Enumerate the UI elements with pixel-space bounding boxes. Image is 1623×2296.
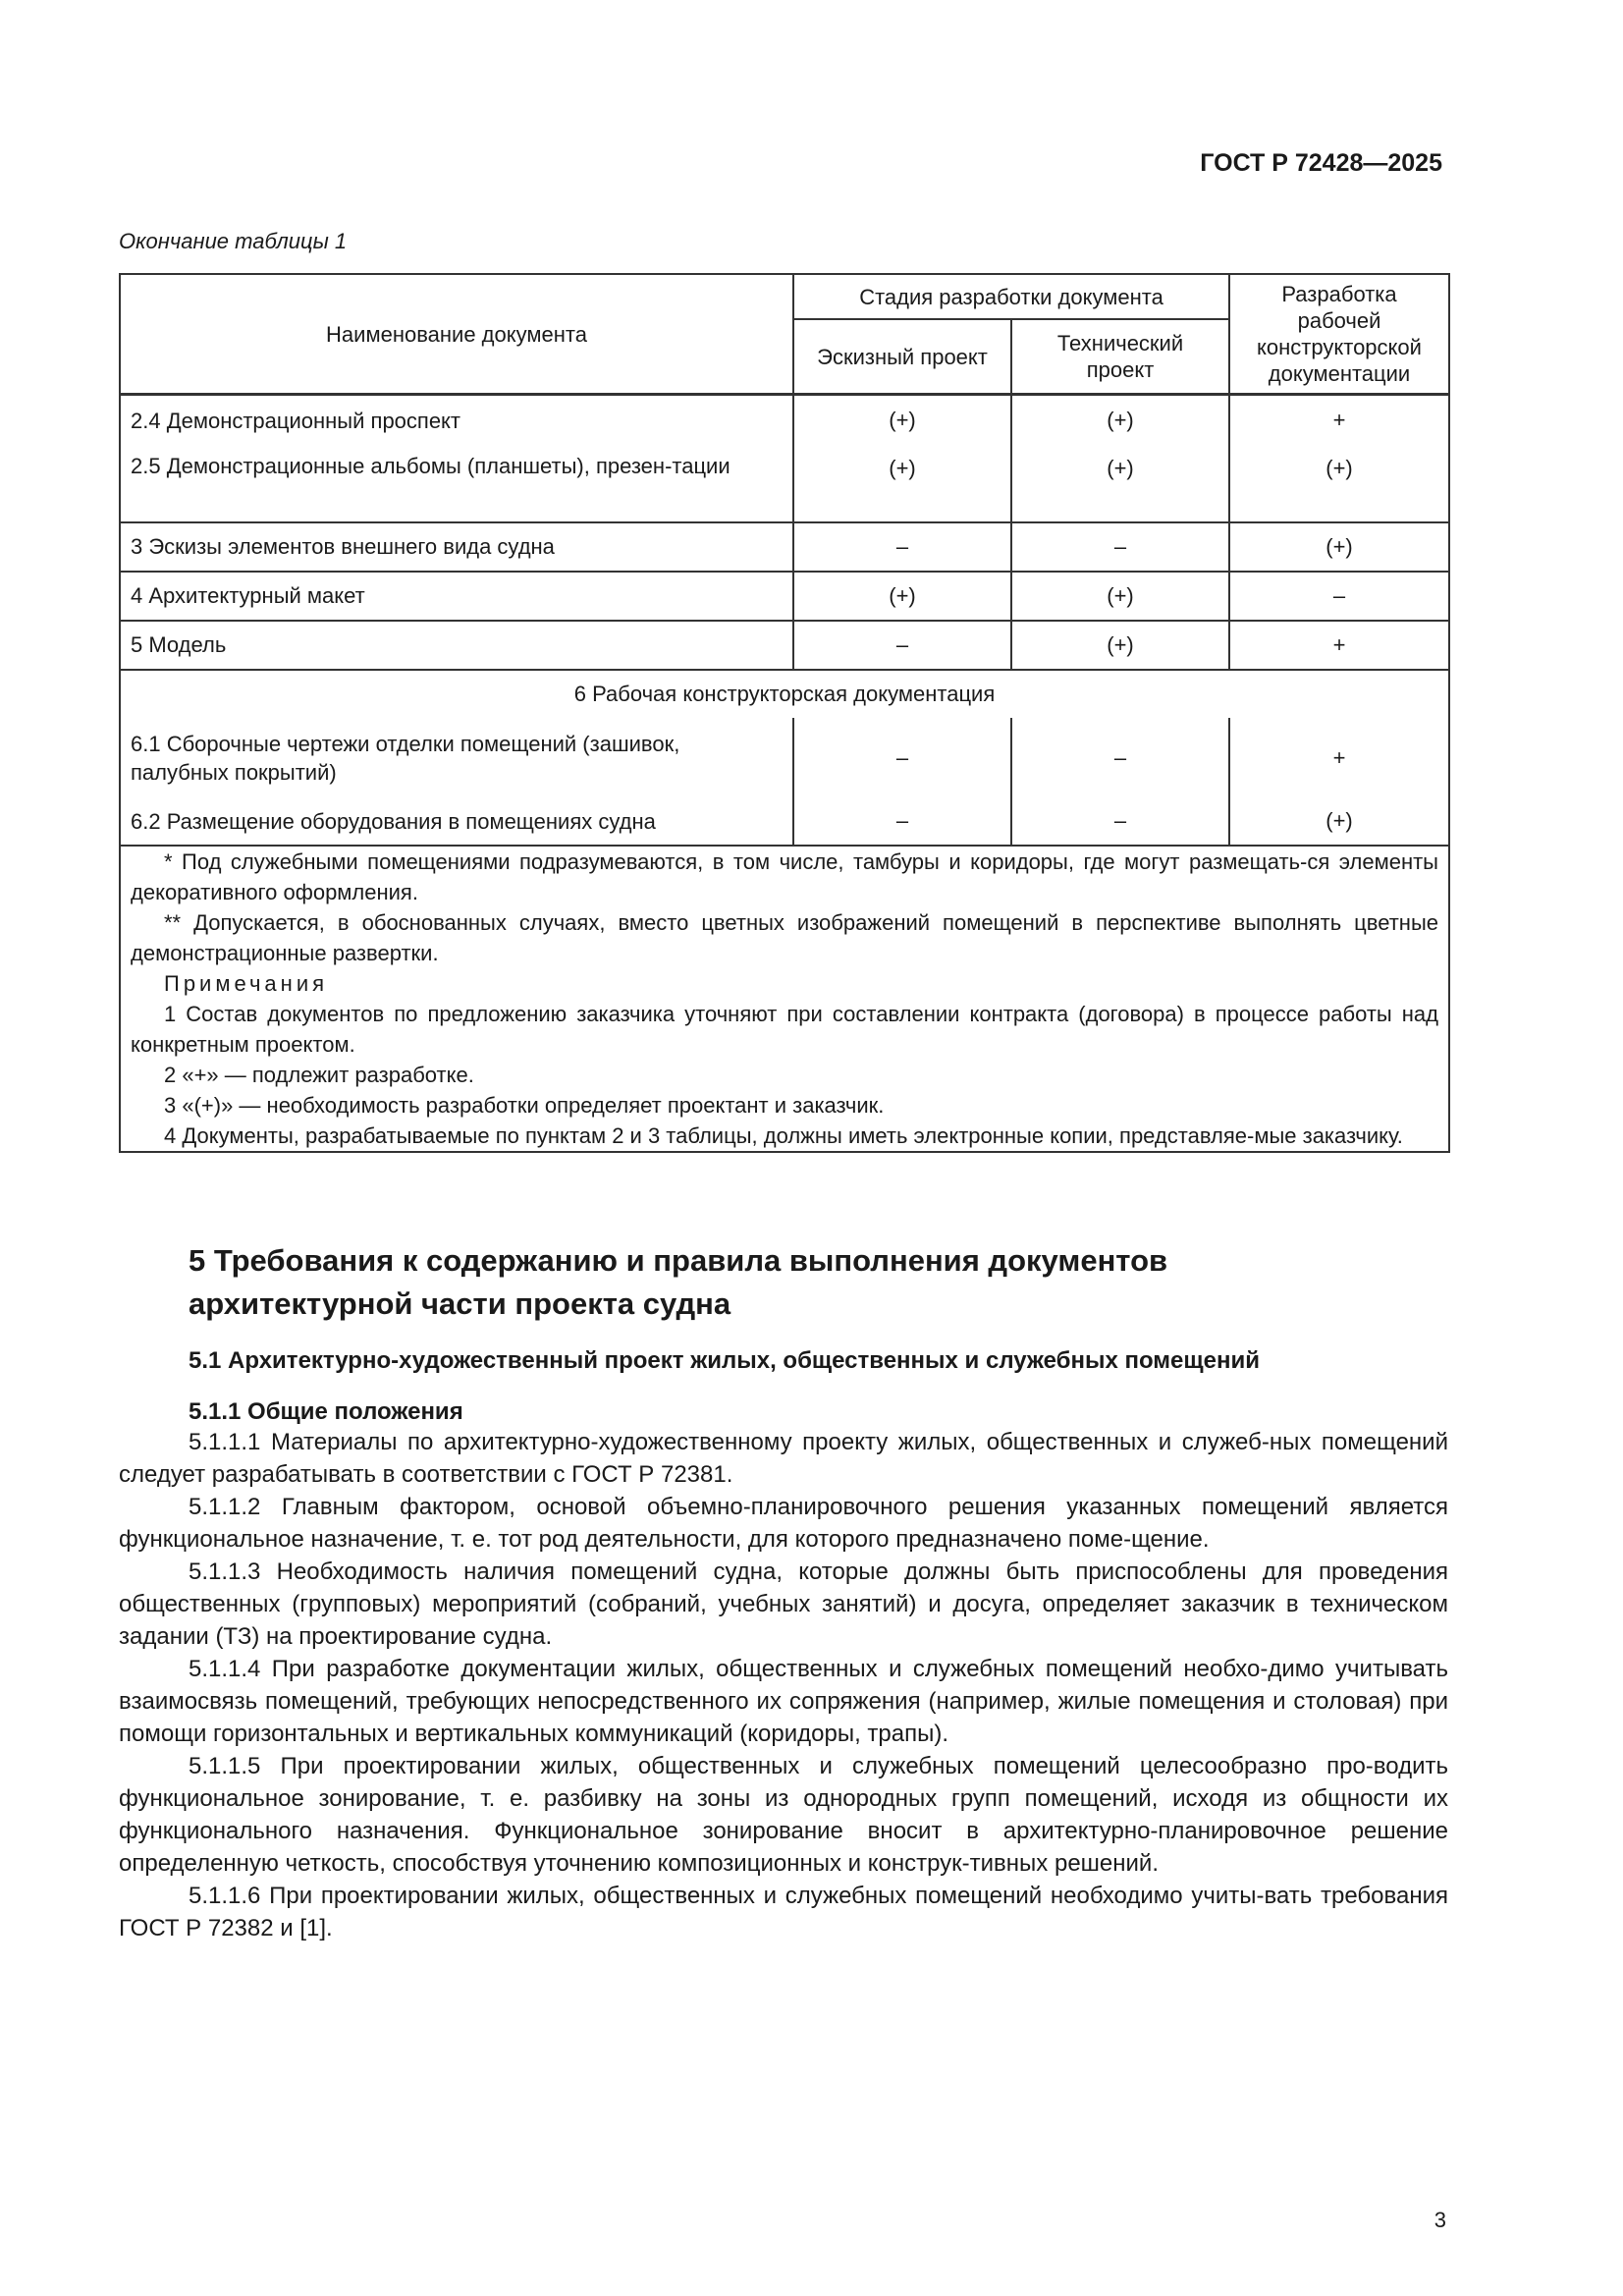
paragraph: 5.1.1.4 При разработке документации жилых, общественных и служебных помещений необхо-димо учитывать взаимосвязь помещений, требующих непосредственного их сопряжения (например, жилые помещения и столовая) при помощи горизонтальных и вертикальных коммуникаций (коридоры, трапы). bbox=[119, 1656, 1448, 1747]
footnote: ** Допускается, в обоснованных случаях, вместо цветных изображений помещений в перспективе выполнять цветные демонстрационные развертки. bbox=[131, 909, 1438, 965]
paragraph: 5.1.1.6 При проектировании жилых, общественных и служебных помещений необходимо учиты-вать требования ГОСТ Р 72382 и [1]. bbox=[119, 1883, 1448, 1941]
table-cell-technical: (+) bbox=[1011, 395, 1229, 446]
paragraph: 5.1.1.5 При проектировании жилых, общественных и служебных помещений целесообразно про-водить функциональное зонирование, т. е. разбивку на зоны из однородных групп помещений, исходя из общности их функционального назначения. Функциональное зонирование вносит в архитектурно-планировочное решение определенную четкость, способствуя уточнению композиционных и конструк-тивных решений. bbox=[119, 1753, 1448, 1877]
page-number: 3 bbox=[1434, 2208, 1446, 2232]
table-cell-sketch: (+) bbox=[793, 572, 1011, 621]
footnote: * Под служебными помещениями подразумеваются, в том числе, тамбуры и коридоры, где могут размещать-ся элементы декоративного оформления. bbox=[131, 848, 1438, 904]
table-row-name: 3 Эскизы элементов внешнего вида судна bbox=[120, 522, 793, 572]
table-cell-technical: – bbox=[1011, 798, 1229, 846]
table-section-heading: 6 Рабочая конструкторская документация bbox=[120, 670, 1449, 718]
table-cell-working: (+) bbox=[1229, 522, 1449, 572]
table-cell-working: + bbox=[1229, 718, 1449, 798]
table-cell-technical: – bbox=[1011, 718, 1229, 798]
header-working-docs: Разработка рабочей конструкторской документации bbox=[1229, 274, 1449, 395]
table-row-name: 5 Модель bbox=[120, 621, 793, 670]
documents-table bbox=[119, 273, 1450, 1153]
header-document-name: Наименование документа bbox=[120, 274, 793, 395]
header-stage: Стадия разработки документа bbox=[793, 274, 1229, 319]
table-cell-sketch: (+) bbox=[793, 395, 1011, 446]
table-cell-technical: – bbox=[1011, 522, 1229, 572]
table-cell-sketch: – bbox=[793, 798, 1011, 846]
header-sketch-project: Эскизный проект bbox=[793, 319, 1011, 395]
table-cell-sketch: (+) bbox=[793, 446, 1011, 522]
standard-code: ГОСТ Р 72428—2025 bbox=[1200, 149, 1442, 177]
body-text bbox=[119, 1426, 1448, 1944]
note-item: 1 Состав документов по предложению заказчика уточняют при составлении контракта (договора) в процессе работы над конкретным проектом. bbox=[131, 1001, 1438, 1057]
table-cell-sketch: – bbox=[793, 718, 1011, 798]
paragraph: 5.1.1.2 Главным фактором, основой объемно-планировочного решения указанных помещений является функциональное назначение, т. е. тот род деятельности, для которого предназначено поме-щение. bbox=[119, 1494, 1448, 1553]
chapter-title-line: архитектурной части проекта судна bbox=[189, 1286, 731, 1321]
table-cell-working: + bbox=[1229, 395, 1449, 446]
header-technical-project: Технический проект bbox=[1011, 319, 1229, 395]
paragraph: 5.1.1.1 Материалы по архитектурно-художественному проекту жилых, общественных и служеб-ных помещений следует разрабатывать в соответствии с ГОСТ Р 72381. bbox=[119, 1429, 1448, 1488]
table-row-name: 6.2 Размещение оборудования в помещениях судна bbox=[120, 798, 793, 846]
table-row-name: 6.1 Сборочные чертежи отделки помещений (зашивок, палубных покрытий) bbox=[120, 718, 793, 798]
note-item: 4 Документы, разрабатываемые по пунктам 2 и 3 таблицы, должны иметь электронные копии, представляе-мые заказчику. bbox=[164, 1122, 1403, 1148]
paragraph: 5.1.1.3 Необходимость наличия помещений судна, которые должны быть приспособлены для проведения общественных (групповых) мероприятий (собраний, учебных занятий) и досуга, определяет заказчик в техническом задании (ТЗ) на проектирование судна. bbox=[119, 1558, 1448, 1650]
table-cell-technical: (+) bbox=[1011, 621, 1229, 670]
table-cell-working: – bbox=[1229, 572, 1449, 621]
subsubsection-heading: 5.1.1 Общие положения bbox=[189, 1398, 463, 1425]
table-caption: Окончание таблицы 1 bbox=[119, 229, 348, 253]
subsection-heading: 5.1 Архитектурно-художественный проект жилых, общественных и служебных помещений bbox=[189, 1347, 1261, 1374]
table-row-name: 2.5 Демонстрационные альбомы (планшеты), презен-тации bbox=[120, 446, 793, 522]
table-cell-working: + bbox=[1229, 621, 1449, 670]
table-row-name: 2.4 Демонстрационный проспект bbox=[120, 395, 793, 446]
table-cell-technical: (+) bbox=[1011, 572, 1229, 621]
chapter-title-line: 5 Требования к содержанию и правила выполнения документов bbox=[189, 1243, 1168, 1278]
table-row-name: 4 Архитектурный макет bbox=[120, 572, 793, 621]
chapter-title bbox=[189, 1239, 1367, 1326]
table-notes bbox=[120, 846, 1449, 1152]
table-cell-technical: (+) bbox=[1011, 446, 1229, 522]
table-cell-sketch: – bbox=[793, 621, 1011, 670]
table-cell-working: (+) bbox=[1229, 798, 1449, 846]
table-cell-sketch: – bbox=[793, 522, 1011, 572]
table-cell-working: (+) bbox=[1229, 446, 1449, 522]
notes-heading: Примечания bbox=[164, 970, 329, 996]
note-item: 2 «+» — подлежит разработке. bbox=[164, 1062, 474, 1087]
note-item: 3 «(+)» — необходимость разработки определяет проектант и заказчик. bbox=[164, 1092, 885, 1118]
